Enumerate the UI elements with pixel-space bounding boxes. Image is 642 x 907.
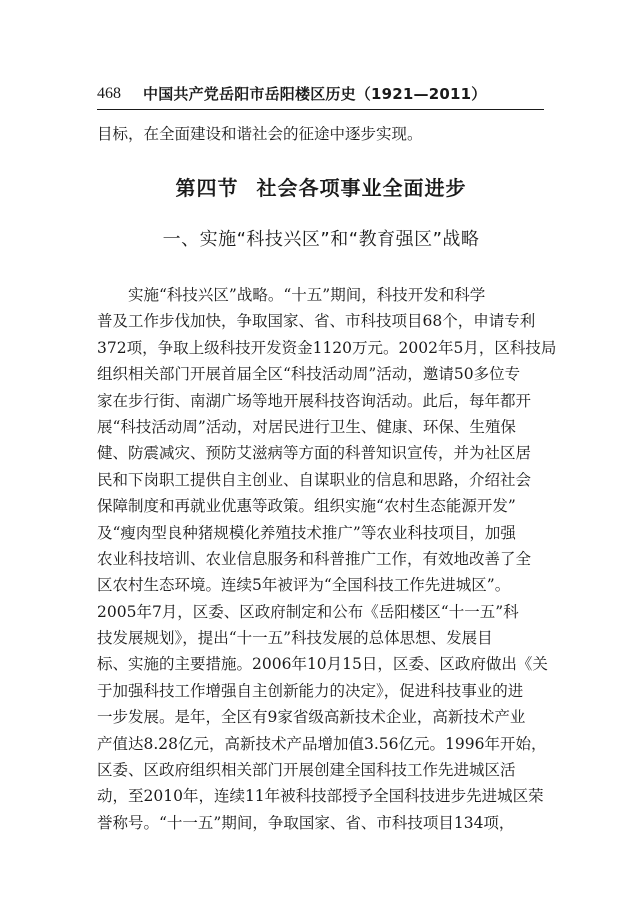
- body-line: 动，至2010年，连续11年被科技部授予全国科技进步先进城区荣: [97, 787, 544, 806]
- body-line: 及“瘦肉型良种猪规模化养殖技术推广”等农业科技项目，加强: [97, 523, 516, 542]
- page-number: 468: [97, 85, 121, 102]
- body-line: 372项，争取上级科技开发资金1120万元。2002年5月，区科技局: [97, 338, 557, 357]
- section-number: 第四节: [175, 176, 239, 200]
- body-line: 于加强科技工作增强自主创新能力的决定》，促进科技事业的进: [97, 681, 524, 700]
- body-line: 产值达8.28亿元，高新技术产品增加值3.56亿元。1996年开始，: [97, 734, 547, 753]
- body-line: 展“科技活动周”活动，对居民进行卫生、健康、环保、生殖保: [97, 417, 516, 436]
- body-line: 实施“科技兴区”战略。“十五”期间，科技开发和科学: [97, 286, 486, 304]
- book-title: 中国共产党岳阳市岳阳楼区历史（1921—2011）: [143, 85, 487, 103]
- body-line: 健、防震减灾、预防艾滋病等方面的科普知识宣传，并为社区居: [97, 444, 532, 463]
- body-line: 民和下岗职工提供自主创业、自谋职业的信息和思路，介绍社会: [97, 470, 532, 489]
- body-line: 保障制度和再就业优惠等政策。组织实施“农村生态能源开发”: [97, 497, 516, 516]
- subsection-heading: 一、实施“科技兴区”和“教育强区”战略: [162, 229, 480, 250]
- running-header: [97, 84, 544, 104]
- body-paragraph: [97, 282, 557, 836]
- section-heading: [0, 174, 642, 202]
- body-line: 区农村生态环境。连续5年被评为“全国科技工作先进城区”。: [97, 576, 511, 595]
- header-rule: [97, 109, 544, 110]
- body-line: 誉称号。“十一五”期间，争取国家、省、市科技项目134项，: [97, 813, 515, 832]
- body-line: 家在步行街、南湖广场等地开展科技咨询活动。此后，每年都开: [97, 391, 532, 410]
- body-line: 技发展规划》，提出“十一五”科技发展的总体思想、发展目: [97, 629, 493, 648]
- section-title: 社会各项事业全面进步: [256, 176, 467, 200]
- body-line: 农业科技培训、农业信息服务和科普推广工作，有效地改善了全: [97, 549, 532, 568]
- body-line: 2005年7月，区委、区政府制定和公布《岳阳楼区“十一五”科: [97, 602, 519, 621]
- carryover-paragraph: 目标，在全面建设和谐社会的征途中逐步实现。: [97, 125, 423, 143]
- body-line: 一步发展。是年，全区有9家省级高新技术企业，高新技术产业: [97, 708, 526, 727]
- body-line: 组织相关部门开展首届全区“科技活动周”活动，邀请50多位专: [97, 365, 521, 384]
- body-line: 标、实施的主要措施。2006年10月15日，区委、区政府做出《关: [97, 655, 548, 674]
- body-line: 区委、区政府组织相关部门开展创建全国科技工作先进城区活: [97, 761, 516, 780]
- body-line: 普及工作步伐加快，争取国家、省、市科技项目68个，申请专利: [97, 312, 536, 331]
